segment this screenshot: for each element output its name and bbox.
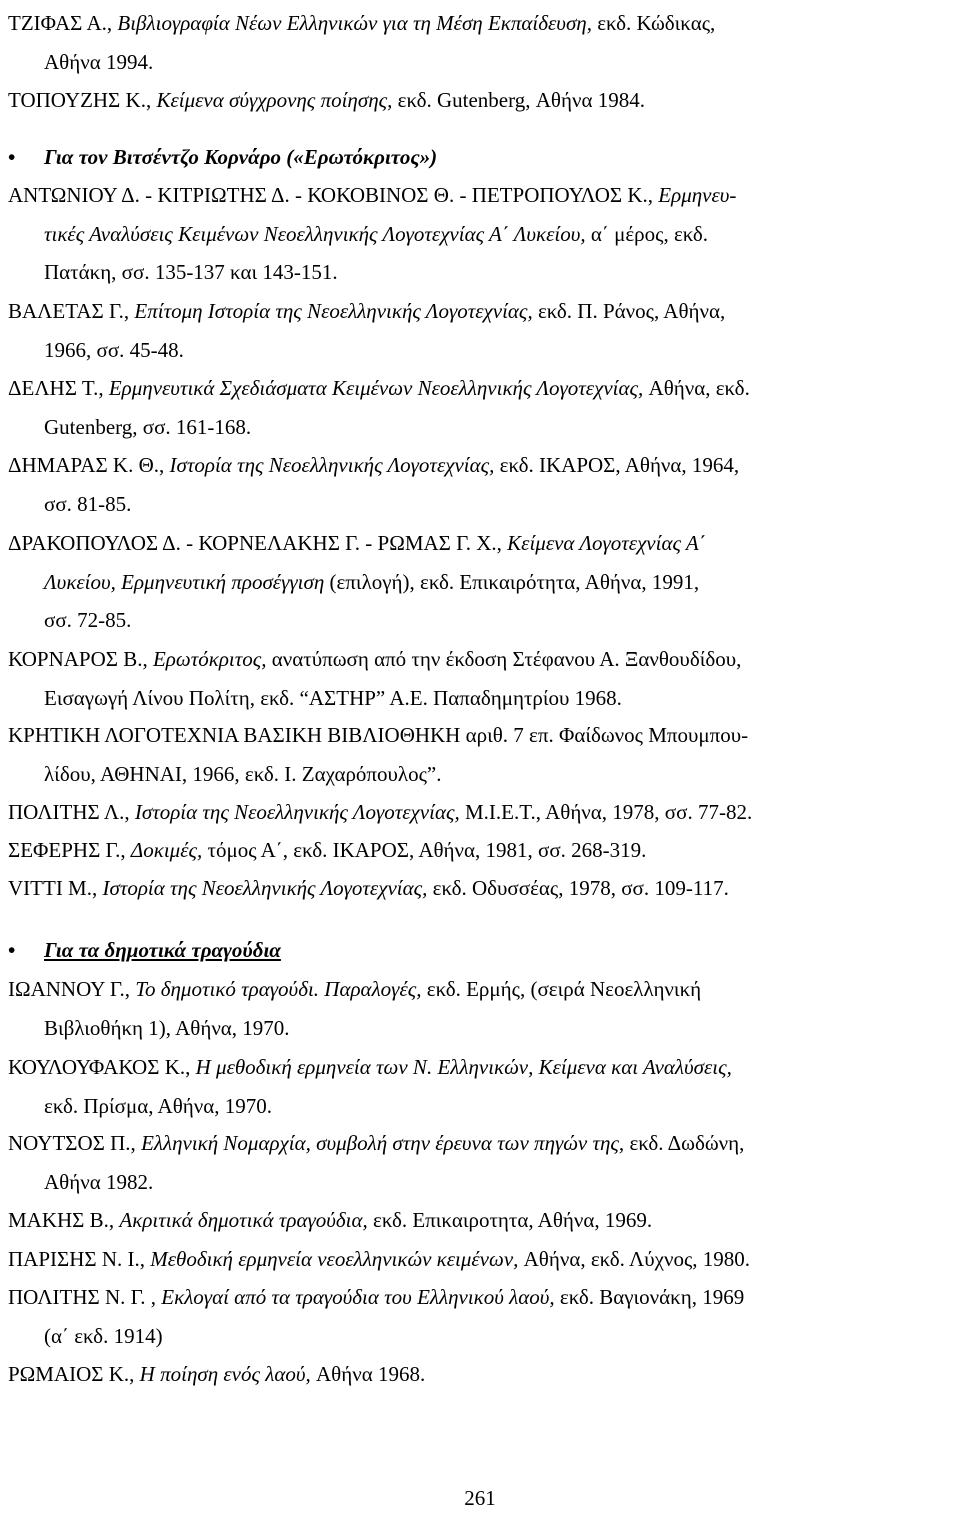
entry-line bbox=[8, 831, 952, 870]
bibliography-entry bbox=[8, 4, 952, 81]
entry-text: 1966, σσ. 45-48. bbox=[44, 337, 184, 362]
entry-line bbox=[8, 716, 952, 755]
bibliography-entry bbox=[8, 81, 952, 120]
entry-title-text: Επίτομη Ιστορία της Νεοελληνικής Λογοτεχνίας, bbox=[134, 299, 538, 323]
entry-line bbox=[8, 1355, 952, 1394]
entry-text: VITTI Μ., bbox=[8, 876, 103, 900]
page-number: 261 bbox=[464, 1486, 496, 1510]
bibliography-entry bbox=[8, 1278, 952, 1355]
entry-text: ΔΕΛΗΣ Τ., bbox=[8, 376, 109, 400]
entry-text: ΔΗΜΑΡΑΣ Κ. Θ., bbox=[8, 453, 170, 477]
entry-text: ΣΕΦΕΡΗΣ Γ., bbox=[8, 838, 131, 862]
entry-title-text: Η μεθοδική ερμηνεία των Ν. Ελληνικών, Κείμενα και Αναλύσεις, bbox=[195, 1055, 732, 1079]
entry-text: Αθήνα 1994. bbox=[44, 49, 154, 74]
entry-title-text: Ερωτόκριτος, bbox=[152, 647, 272, 671]
entry-title-text: Βιβλιογραφία Νέων Ελληνικών για τη Μέση Εκπαίδευση, bbox=[117, 11, 598, 35]
entry-text: ΠΑΡΙΣΗΣ Ν. Ι., bbox=[8, 1247, 151, 1271]
entry-text: σσ. 81-85. bbox=[44, 491, 132, 516]
entry-text: Μ.Ι.Ε.Τ., Αθήνα, 1978, σσ. 77-82. bbox=[465, 800, 753, 824]
bibliography-entry bbox=[8, 869, 952, 908]
entry-title-text: Εκλογαί από τα τραγούδια του Ελληνικού λαού, bbox=[161, 1285, 560, 1309]
entry-line bbox=[8, 331, 952, 370]
bullet-icon: • bbox=[8, 938, 16, 962]
entry-text: Αθήνα, εκδ. bbox=[648, 376, 750, 400]
entry-text: εκδ. Βαγιονάκη, 1969 bbox=[559, 1285, 745, 1309]
entry-line bbox=[8, 1163, 952, 1202]
bibliography-entry bbox=[8, 716, 952, 793]
entry-title-text: Ακριτικά δημοτικά τραγούδια, bbox=[119, 1208, 374, 1232]
entry-text: τόμος Α΄, εκδ. ΙΚΑΡΟΣ, Αθήνα, 1981, σσ. 268-319. bbox=[207, 838, 647, 862]
section-heading-text: Για τον Βιτσέντζο Κορνάρο («Ερωτόκριτος») bbox=[44, 145, 438, 169]
entry-text: εκδ. Επικαιροτητα, Αθήνα, 1969. bbox=[373, 1208, 653, 1232]
entry-title-text: Ιστορία της Νεοελληνικής Λογοτεχνίας, bbox=[102, 876, 433, 900]
entry-text: ΒΑΛΕΤΑΣ Γ., bbox=[8, 299, 135, 323]
entry-text: εκδ. Gutenberg, Αθήνα 1984. bbox=[397, 88, 645, 112]
bibliography-entry bbox=[8, 1124, 952, 1201]
entry-text: ΝΟΥΤΣΟΣ Π., bbox=[8, 1131, 142, 1155]
entry-text: σσ. 72-85. bbox=[44, 608, 132, 633]
entry-line bbox=[8, 524, 952, 563]
entry-line bbox=[8, 869, 952, 908]
entry-text: (επιλογή), εκδ. Επικαιρότητα, Αθήνα, 1991, bbox=[329, 569, 700, 594]
entry-line bbox=[8, 1124, 952, 1163]
entry-text: Αθήνα 1982. bbox=[44, 1169, 154, 1194]
entry-text: εκδ. Δωδώνη, bbox=[629, 1131, 745, 1155]
bullet-icon: • bbox=[8, 145, 16, 169]
entry-text: Εισαγωγή Λίνου Πολίτη, εκδ. “ΑΣΤΗΡ” Α.Ε. Παπαδημητρίου 1968. bbox=[44, 685, 622, 710]
entry-title-text: Το δημοτικό τραγούδι. Παραλογές, bbox=[135, 977, 427, 1001]
bibliography-entry bbox=[8, 831, 952, 870]
entry-text: εκδ. Πρίσμα, Αθήνα, 1970. bbox=[44, 1093, 273, 1118]
entry-text: λίδου, ΑΘΗΝΑΙ, 1966, εκδ. Ι. Ζαχαρόπουλος”. bbox=[44, 761, 442, 786]
entry-text: ΚΟΡΝΑΡΟΣ Β., bbox=[8, 647, 153, 671]
entry-text: εκδ. Κώδικας, bbox=[597, 11, 716, 35]
entry-text: ΜΑΚΗΣ Β., bbox=[8, 1208, 120, 1232]
entry-title-text: Η ποίηση ενός λαού, bbox=[139, 1362, 317, 1386]
section-heading bbox=[8, 138, 437, 176]
entry-title-text: Κείμενα Λογοτεχνίας Α΄ bbox=[507, 531, 706, 555]
bibliography-entry bbox=[8, 1201, 952, 1240]
entry-line bbox=[8, 1009, 952, 1048]
entry-text: ΤΟΠΟΥΖΗΣ Κ., bbox=[8, 88, 157, 112]
entry-line bbox=[8, 292, 952, 331]
entry-line bbox=[8, 1278, 952, 1317]
entry-text: Βιβλιοθήκη 1), Αθήνα, 1970. bbox=[44, 1015, 290, 1040]
entry-line bbox=[8, 408, 952, 447]
entry-text: εκδ. Ερμής, (σειρά Νεοελληνική bbox=[426, 977, 702, 1001]
entry-text: ΙΩΑΝΝΟΥ Γ., bbox=[8, 977, 136, 1001]
entry-line bbox=[8, 755, 952, 794]
bibliography-entry bbox=[8, 176, 952, 292]
entry-line bbox=[8, 369, 952, 408]
entry-text: ΑΝΤΩΝΙΟΥ Δ. - ΚΙΤΡΙΩΤΗΣ Δ. - ΚΟΚΟΒΙΝΟΣ Θ. - ΠΕΤΡΟΠΟΥΛΟΣ Κ., bbox=[8, 183, 659, 207]
entry-text: (α΄ εκδ. 1914) bbox=[44, 1323, 163, 1348]
entry-line bbox=[8, 563, 952, 602]
entry-title-text: Κείμενα σύγχρονης ποίησης, bbox=[156, 88, 398, 112]
entry-line bbox=[8, 1087, 952, 1126]
entry-line bbox=[8, 176, 952, 215]
bibliography-entry bbox=[8, 1048, 952, 1125]
entry-title-text: Ερμηνευ- bbox=[658, 183, 737, 207]
entry-line bbox=[8, 4, 952, 43]
entry-line bbox=[8, 1048, 952, 1087]
entry-line bbox=[8, 215, 952, 254]
bibliography-entry bbox=[8, 446, 952, 523]
entry-line bbox=[8, 679, 952, 718]
entry-text: ΚΟΥΛΟΥΦΑΚΟΣ Κ., bbox=[8, 1055, 196, 1079]
entry-title-text: Μεθοδική ερμηνεία νεοελληνικών κειμένων, bbox=[150, 1247, 524, 1271]
entry-title-text: τικές Αναλύσεις Κειμένων Νεοελληνικής Λογοτεχνίας Α΄ Λυκείου, bbox=[44, 221, 591, 246]
entry-text: ΠΟΛΙΤΗΣ Ν. Γ. , bbox=[8, 1285, 162, 1309]
entry-text: ΚΡΗΤΙΚΗ ΛΟΓΟΤΕΧΝΙΑ ΒΑΣΙΚΗ ΒΙΒΛΙΟΘΗΚΗ αριθ. 7 επ. Φαίδωνος Μπουμπου- bbox=[8, 723, 749, 747]
entry-line bbox=[8, 81, 952, 120]
entry-text: α΄ μέρος, εκδ. bbox=[590, 221, 709, 246]
bibliography-entry bbox=[8, 1240, 952, 1279]
entry-line bbox=[8, 446, 952, 485]
entry-line bbox=[8, 793, 952, 832]
entry-text: Gutenberg, σσ. 161-168. bbox=[44, 414, 252, 439]
entry-text: Πατάκη, σσ. 135-137 και 143-151. bbox=[44, 260, 338, 285]
entry-text: ΔΡΑΚΟΠΟΥΛΟΣ Δ. - ΚΟΡΝΕΛΑΚΗΣ Γ. - ΡΩΜΑΣ Γ. Χ., bbox=[8, 531, 508, 555]
entry-title-text: Ιστορία της Νεοελληνικής Λογοτεχνίας, bbox=[169, 453, 500, 477]
bibliography-entry bbox=[8, 1355, 952, 1394]
bibliography-entry bbox=[8, 970, 952, 1047]
entry-text: ΠΟΛΙΤΗΣ Λ., bbox=[8, 800, 135, 824]
entry-title-text: Ιστορία της Νεοελληνικής Λογοτεχνίας, bbox=[134, 800, 465, 824]
section-heading-text: Για τα δημοτικά τραγούδια bbox=[44, 938, 281, 962]
entry-line bbox=[8, 601, 952, 640]
entry-text: εκδ. Π. Ράνος, Αθήνα, bbox=[537, 299, 726, 323]
entry-title-text: Λυκείου, Ερμηνευτική προσέγγιση bbox=[44, 569, 330, 594]
entry-line bbox=[8, 970, 952, 1009]
entry-line bbox=[8, 43, 952, 82]
section-heading bbox=[8, 931, 281, 969]
entry-text: εκδ. ΙΚΑΡΟΣ, Αθήνα, 1964, bbox=[499, 453, 740, 477]
entry-line bbox=[8, 640, 952, 679]
entry-title-text: Ελληνική Νομαρχία, συμβολή στην έρευνα των πηγών της, bbox=[141, 1131, 630, 1155]
entry-line bbox=[8, 1317, 952, 1356]
bibliography-entry bbox=[8, 524, 952, 640]
entry-text: ΤΖΙΦΑΣ Α., bbox=[8, 11, 118, 35]
entry-line bbox=[8, 1201, 952, 1240]
bibliography-entry bbox=[8, 369, 952, 446]
entry-text: Αθήνα, εκδ. Λύχνος, 1980. bbox=[523, 1247, 751, 1271]
entry-title-text: Ερμηνευτικά Σχεδιάσματα Κειμένων Νεοελληνικής Λογοτεχνίας, bbox=[108, 376, 649, 400]
bibliography-entry bbox=[8, 640, 952, 717]
entry-text: ΡΩΜΑΙΟΣ Κ., bbox=[8, 1362, 140, 1386]
bibliography-entry bbox=[8, 793, 952, 832]
entry-line bbox=[8, 1240, 952, 1279]
entry-text: εκδ. Οδυσσέας, 1978, σσ. 109-117. bbox=[432, 876, 729, 900]
bibliography-entry bbox=[8, 292, 952, 369]
entry-text: ανατύπωση από την έκδοση Στέφανου Α. Ξανθουδίδου, bbox=[271, 647, 742, 671]
entry-text: Αθήνα 1968. bbox=[316, 1362, 426, 1386]
entry-line bbox=[8, 253, 952, 292]
entry-title-text: Δοκιμές, bbox=[130, 838, 208, 862]
entry-line bbox=[8, 485, 952, 524]
